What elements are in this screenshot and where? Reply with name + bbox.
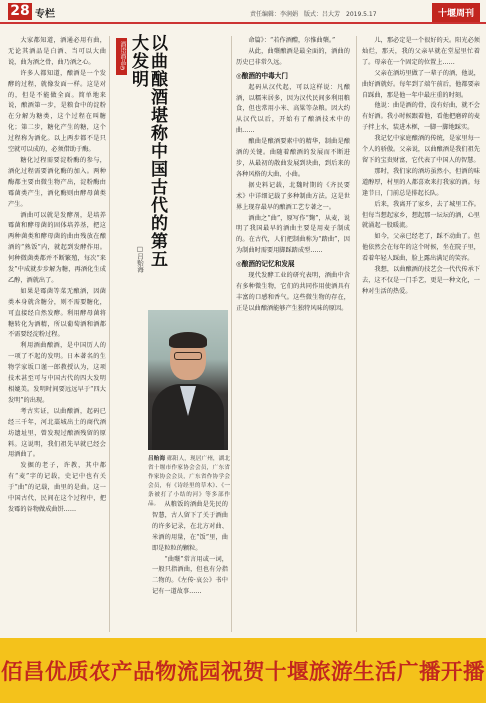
article-title: 以曲酿酒堪称中国古代的第五大发明 <box>128 34 167 268</box>
paragraph: 儿，那必定是一个很好的天。阳光必须灿烂，那天，我的父亲早就在堂屋里忙着了。母亲在一个固定的位置上…… <box>362 37 480 66</box>
paragraph: 糖化过程需要淀粉酶的参与，酒化过程需要酒化酶的加入。两种酶都主要由微生物产出，淀粉酶由霉菌类产生，酒化酶则由酵母菌类产生。 <box>8 156 106 208</box>
page-number: 28 <box>8 3 32 20</box>
paragraph: 酿曲是酿酒要素中的精华，制曲是酿酒的关键。曲随着酿酒的发展而不断进步，从最初的散曲发展到块曲，到后来的各种风格的大曲、小曲。 <box>236 138 350 178</box>
section-name: 专栏 <box>35 9 55 20</box>
paragraph: 酒曲可以就是发酵剂，是培养霉菌和酵母菌的固体培养基，把这两种菌类和酵母菌的曲由残放在酿酒的“熟饭”内，就起到发酵作用。何种微菌类都并不断繁殖，每次“来发”中成就步步解为糖，再酒化生成乙醇，酒就出了。 <box>8 211 106 284</box>
paragraph: 我记忆中家庭酿酒的传统，是家里每一个人的骄傲。父亲说，以曲酿酒是我们祖先留下的宝贵财富，它代表了中国人的智慧。 <box>362 135 480 164</box>
paragraph: 酒曲之“曲”，原写作“麴”，从麦，说明了我国最早的酒曲主要是用麦子制成的。在古代，人们把制曲称为“踏曲”，因为制曲时需要用脚踩踏成型…… <box>236 214 350 255</box>
paragraph: 利用酒曲酿酒，是中国历人的一项了不起的发明。日本著名的生物学家坂口谨一郎教授认为，这项技术甚至可与中国古代的四大发明相媲美。发明时间要远远早于“四大发明”的出现。 <box>8 342 106 404</box>
paragraph: 许多人都知道，酿酒是一个发酵的过程，就像发面一样。这是对的，但是不能做全面。简单地来说，酿酒第一步，是粮食中的淀粉在分解为糖类，这个过程在叫糖化；第二步，糖化产生的糖，这个过程称为酒化。以上两步都不是只空就可以成的，必须借助于酶。 <box>8 69 106 154</box>
column-divider <box>356 36 357 632</box>
article-byline: □吕贻海 <box>136 245 144 273</box>
editor-credits: 责任编辑：李润娟 版式：吕大芳 2019.5.17 <box>250 11 377 18</box>
column-divider <box>231 36 232 632</box>
paragraph: 现代发酵工业的研究表明，酒曲中含有多种微生物，它们的共同作用使酒具有丰富的口感和香气。这些微生物的存在，正是以曲酿酒能够产生独特风味的原因。 <box>236 272 350 312</box>
caption-text: 郧阳人，现居广州，湖北省十堰市作家协会会员，广东省作家协会会员，广东省作协学会会员，有《诗经里的草木》、《一条被打了小结的河》等多部作品。 <box>148 456 230 507</box>
paragraph: 从此，曲蘖酿酒是最全面的，酒曲的历史已非常久远。 <box>236 47 350 66</box>
masthead: 十堰周刊 <box>432 3 480 22</box>
advertisement-banner <box>0 638 486 703</box>
page-header <box>0 0 486 24</box>
banner-text: 佰昌优质农产品物流园祝贺十堰旅游生活广播开播 <box>0 660 485 685</box>
column-tag: 酒语酒品③ <box>116 38 127 75</box>
article-column-4 <box>362 36 480 632</box>
caption-author-name: 吕贻海 <box>148 456 166 462</box>
author-photo <box>148 310 228 450</box>
section-heading: ◎酿酒的记忆和发展 <box>236 260 295 269</box>
paragraph: 父亲在酒坊里做了一辈子的酒，他说，曲好酒就好。每年到了端午前后，他都要亲自踩曲，那是他一年中最庄重的时刻。 <box>362 69 480 99</box>
article-column-2 <box>152 500 228 632</box>
paragraph: 后来，我离开了家乡，去了城里工作。但每当想起家乡，想起那一坛坛的酒，心里就涌起一股暖流。 <box>362 200 480 230</box>
paragraph: 那时，我们家的酒坊虽然小，但酒的味道醇厚，村里的人都喜欢来打我家的酒。每逢节日，门前总是排起长队。 <box>362 167 480 197</box>
paragraph: 如果是霉菌等菜无酿酒，因菌类本身就含糖分，则不需要糖化，可直接经自然发酵。利用酵母菌将糖转化为酒精，所以葡萄酒和酒都不需要经淀粉过程。 <box>8 287 106 339</box>
paragraph: 据史料记载，北魏时期的《齐民要术》中详细记载了多种制曲方法。这是世界上现存最早的酿酒工艺专著之一。 <box>236 181 350 211</box>
paragraph: 发掘的老子，许教，其中都有“麦”字的记载，史记中也有关于“曲”的记载，曲里的是曲。这一中国古代，民间在这个过程中，把发霉的谷物做成曲饼…… <box>8 462 106 513</box>
paragraph: 考古实证，以曲酿酒，起码已经三千年，河北藁城出土的商代酒坊遗址里，曾发现过酿酒残留的原料。这说明，我们祖先早就已经会用酒曲了。 <box>8 407 106 459</box>
paragraph: 起码从汉代起，可以这样说：凡酿酒，以糯米居多，因为汉代民间多利用粮食，但也常用小米、高粱等杂粮。因大约从汉代以后，开始有了酿酒技术中的曲…… <box>236 83 350 135</box>
article-column-3 <box>236 36 350 632</box>
column-divider <box>109 36 110 632</box>
paragraph: 从粮饭的酒曲是先民的智慧，古人留下了关于酒曲的许多记录，在北方对曲、米酒的用量，在“饭”里，曲即是粒粒的颗粒。 <box>152 501 228 552</box>
paragraph: 如今，父亲已经老了，踩不动曲了。但他依然会在每年的这个时候，坐在院子里，看着年轻人踩曲，脸上露出满足的笑容。 <box>362 233 480 263</box>
paragraph: 我想，以曲酿酒的技艺会一代代传承下去，这不仅是一门手艺，更是一种文化，一种对生活的热爱。 <box>362 266 480 295</box>
article-column-1 <box>8 36 106 632</box>
section-heading: ◎酿酒的中毒大门 <box>236 71 288 80</box>
paragraph: 大家都知道，酒通必用有曲，无论其酒品是白酒、当可以大曲说，曲为酒之骨，曲乃酒之心。 <box>8 37 106 66</box>
paragraph: “曲蘖”常言用或一词，一般只指酒曲，但也有分指二物的。《左传·哀公》书中记有一道故事…… <box>152 555 228 596</box>
paragraph: 他说：曲是酒的骨，没有好曲，就不会有好酒。我小时候跟着他，看他把磨碎的麦子拌上水，装进木框，一脚一脚地踩实。 <box>362 102 480 132</box>
paragraph: 命篇》：“若作酒醴，尔惟曲蘖。” <box>248 37 336 44</box>
